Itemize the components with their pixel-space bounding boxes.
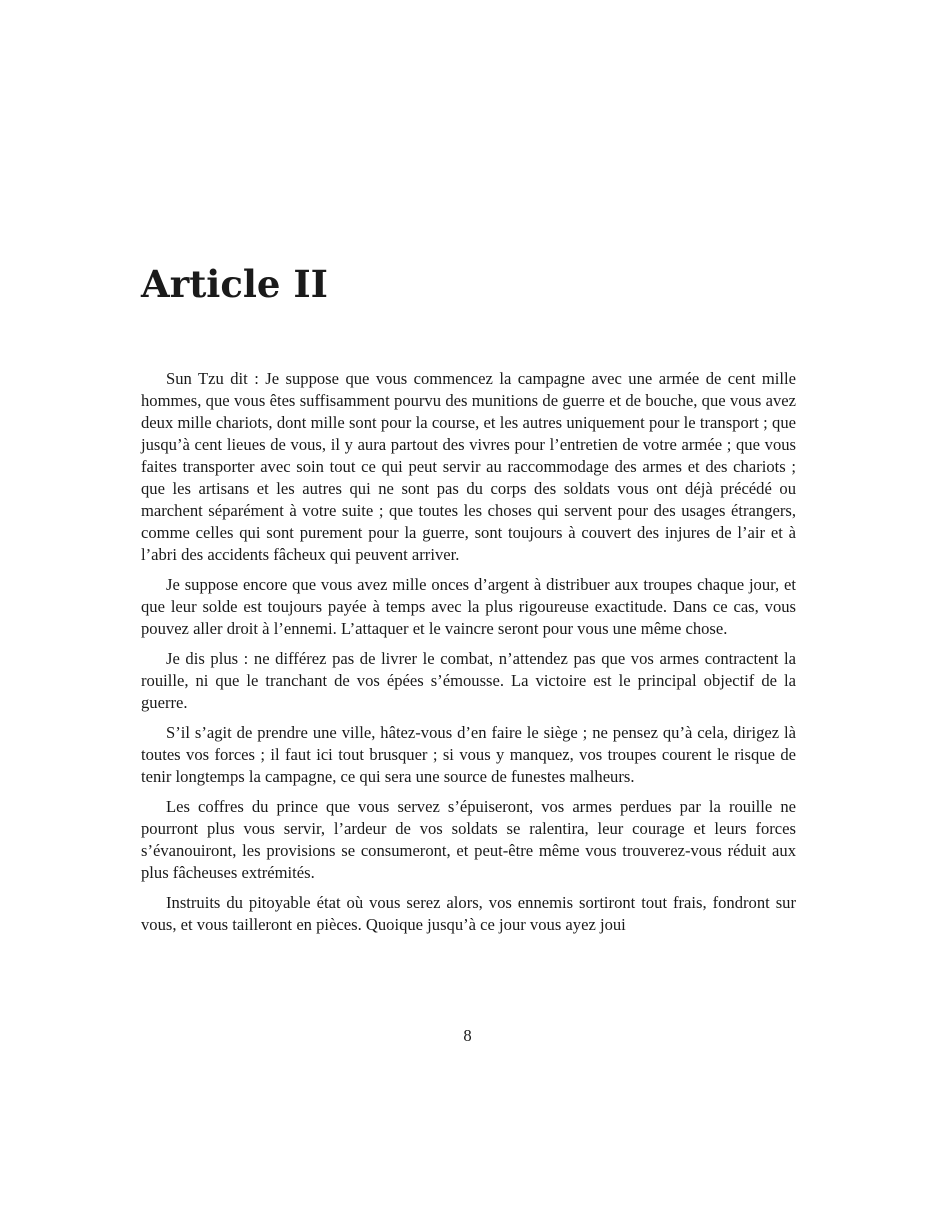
- paragraph: Les coffres du prince que vous servez s’épuiseront, vos armes perdues par la rouille ne pourront plus vous servir, l’ardeur de vos soldats se ralentira, leur courage et leurs forces s’évanouiront, les provisions se consumeront, et peut-être même vous trouverez-vous réduit aux plus fâcheuses extrémités.: [141, 797, 796, 882]
- page-number: 8: [463, 1026, 472, 1045]
- paragraph: Instruits du pitoyable état où vous serez alors, vos ennemis sortiront tout frais, fondront sur vous, et vous tailleront en pièces. Quoique jusqu’à ce jour vous ayez joui: [141, 893, 796, 934]
- paragraph: Sun Tzu dit : Je suppose que vous commencez la campagne avec une armée de cent mille hommes, que vous êtes suffisamment pourvu des munitions de guerre et de bouche, que vous avez deux mille chariots, dont mille sont pour la course, et les autres uniquement pour le transport ; que jusqu’à cent lieues de vous, il y aura partout des vivres pour l’entretien de votre armée ; que vous faites transporter avec soin tout ce qui peut servir au raccommodage des armes et des chariots ; que les artisans et les autres qui ne sont pas du corps des soldats vous ont déjà précédé ou marchent séparément à votre suite ; que toutes les choses qui servent pour des usages étrangers, comme celles qui sont purement pour la guerre, sont toujours à couvert des injures de l’air et à l’abri des accidents fâcheux qui peuvent arriver.: [141, 369, 796, 564]
- body-text: [141, 368, 796, 944]
- chapter-title: Article II: [141, 262, 328, 306]
- paragraph: S’il s’agit de prendre une ville, hâtez-vous d’en faire le siège ; ne pensez qu’à cela, dirigez là toutes vos forces ; il faut ici tout brusquer ; si vous y manquez, vos troupes courent le risque de tenir longtemps la campagne, ce qui sera une source de funestes malheurs.: [141, 723, 796, 786]
- paragraph: Je dis plus : ne différez pas de livrer le combat, n’attendez pas que vos armes contractent la rouille, ni que le tranchant de vos épées s’émousse. La victoire est le principal objectif de la guerre.: [141, 649, 796, 712]
- paragraph: Je suppose encore que vous avez mille onces d’argent à distribuer aux troupes chaque jour, et que leur solde est toujours payée à temps avec la plus rigoureuse exactitude. Dans ce cas, vous pouvez aller droit à l’ennemi. L’attaquer et le vaincre seront pour vous une même chose.: [141, 575, 796, 638]
